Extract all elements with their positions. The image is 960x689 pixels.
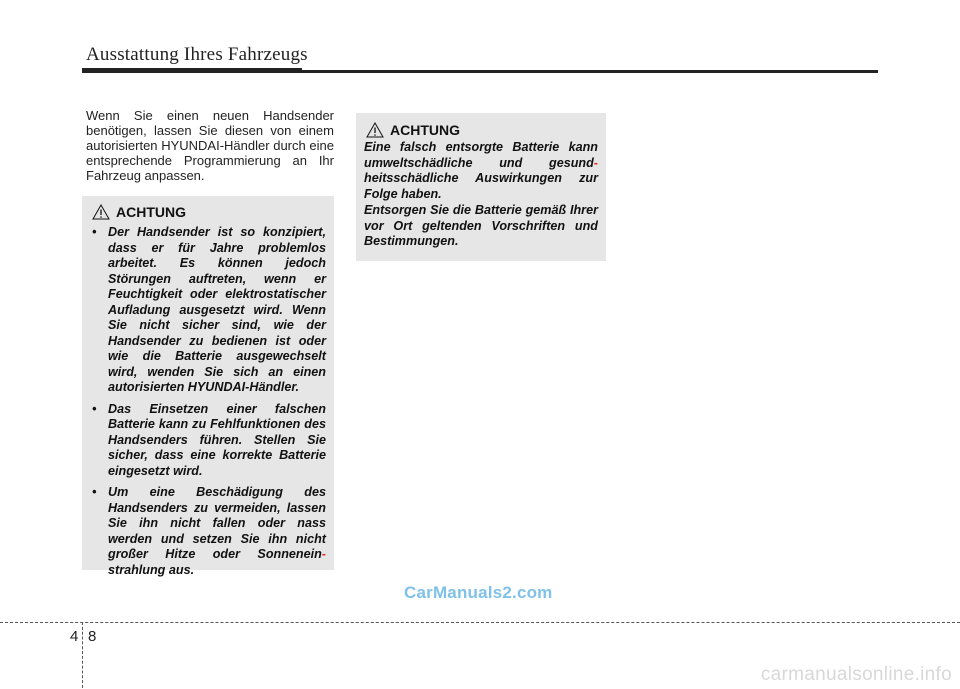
caution-paragraph — [364, 140, 598, 202]
caution-paragraph: Entsorgen Sie die Batterie gemäß Ihrer vor Ort geltenden Vorschriften und Bestimmungen. — [364, 203, 598, 248]
list-item — [90, 485, 326, 578]
hyphen-mark: - — [593, 155, 598, 170]
list-item: • Der Handsender ist so konzipiert, dass er für Jahre problemlos arbeitet. Es können jedoch Störungen auftreten, wenn er Feuchtigkeit oder elektrostatischer Aufladung ausgesetzt wird. Wenn Sie nicht sicher sind, wie der Handsender zu bedienen ist oder wie die Batterie ausgewechselt wird, wenden Sie sich an einen autorisierten HYUNDAI-Händler. — [90, 225, 326, 396]
page-number: 8 — [88, 628, 97, 645]
list-item-text: Um eine Beschädigung des Handsenders zu vermeiden, lassen Sie ihn nicht fallen oder nass werden und setzen Sie ihn nicht großer Hitze oder Sonnenein — [108, 485, 326, 561]
caution-list — [90, 225, 326, 578]
site-watermark: carmanualsonline.info — [760, 664, 952, 685]
caution-paragraph-text-continued: heitsschädliche Auswirkungen zur Folge haben. — [364, 171, 598, 201]
header-rule — [82, 70, 878, 73]
caution-heading-text: ACHTUNG — [390, 122, 460, 138]
caution-paragraph-text: Eine falsch entsorgte Batterie kann umweltschädliche und gesund — [364, 140, 598, 170]
caution-heading — [92, 204, 186, 220]
intro-paragraph: Wenn Sie einen neuen Handsender benötigen, lassen Sie diesen von einem autorisierten HYUNDAI-Händler durch eine entsprechende Programmierung an Ihr Fahrzeug anpassen. — [86, 108, 334, 183]
footer-vertical-divider — [82, 622, 83, 688]
watermark-link[interactable]: CarManuals2.com — [404, 583, 553, 602]
caution-body — [90, 225, 326, 584]
caution-heading-text: ACHTUNG — [116, 204, 186, 220]
caution-box-right — [356, 113, 606, 261]
page-header-title: Ausstattung Ihres Fahrzeugs — [86, 44, 308, 65]
caution-body — [364, 140, 598, 251]
warning-triangle-icon — [366, 122, 384, 138]
caution-heading — [366, 122, 460, 138]
footer-divider — [0, 622, 960, 623]
warning-triangle-icon — [92, 204, 110, 220]
page-chapter-number: 4 — [70, 628, 79, 645]
caution-box-left — [82, 196, 334, 577]
list-item-text-continued: strahlung aus. — [108, 562, 195, 577]
list-item: • Das Einsetzen einer falschen Batterie kann zu Fehlfunktionen des Handsenders führen. Stellen Sie sicher, dass eine korrekte Batterie eingesetzt wird. — [90, 402, 326, 480]
hyphen-mark: - — [321, 547, 326, 561]
